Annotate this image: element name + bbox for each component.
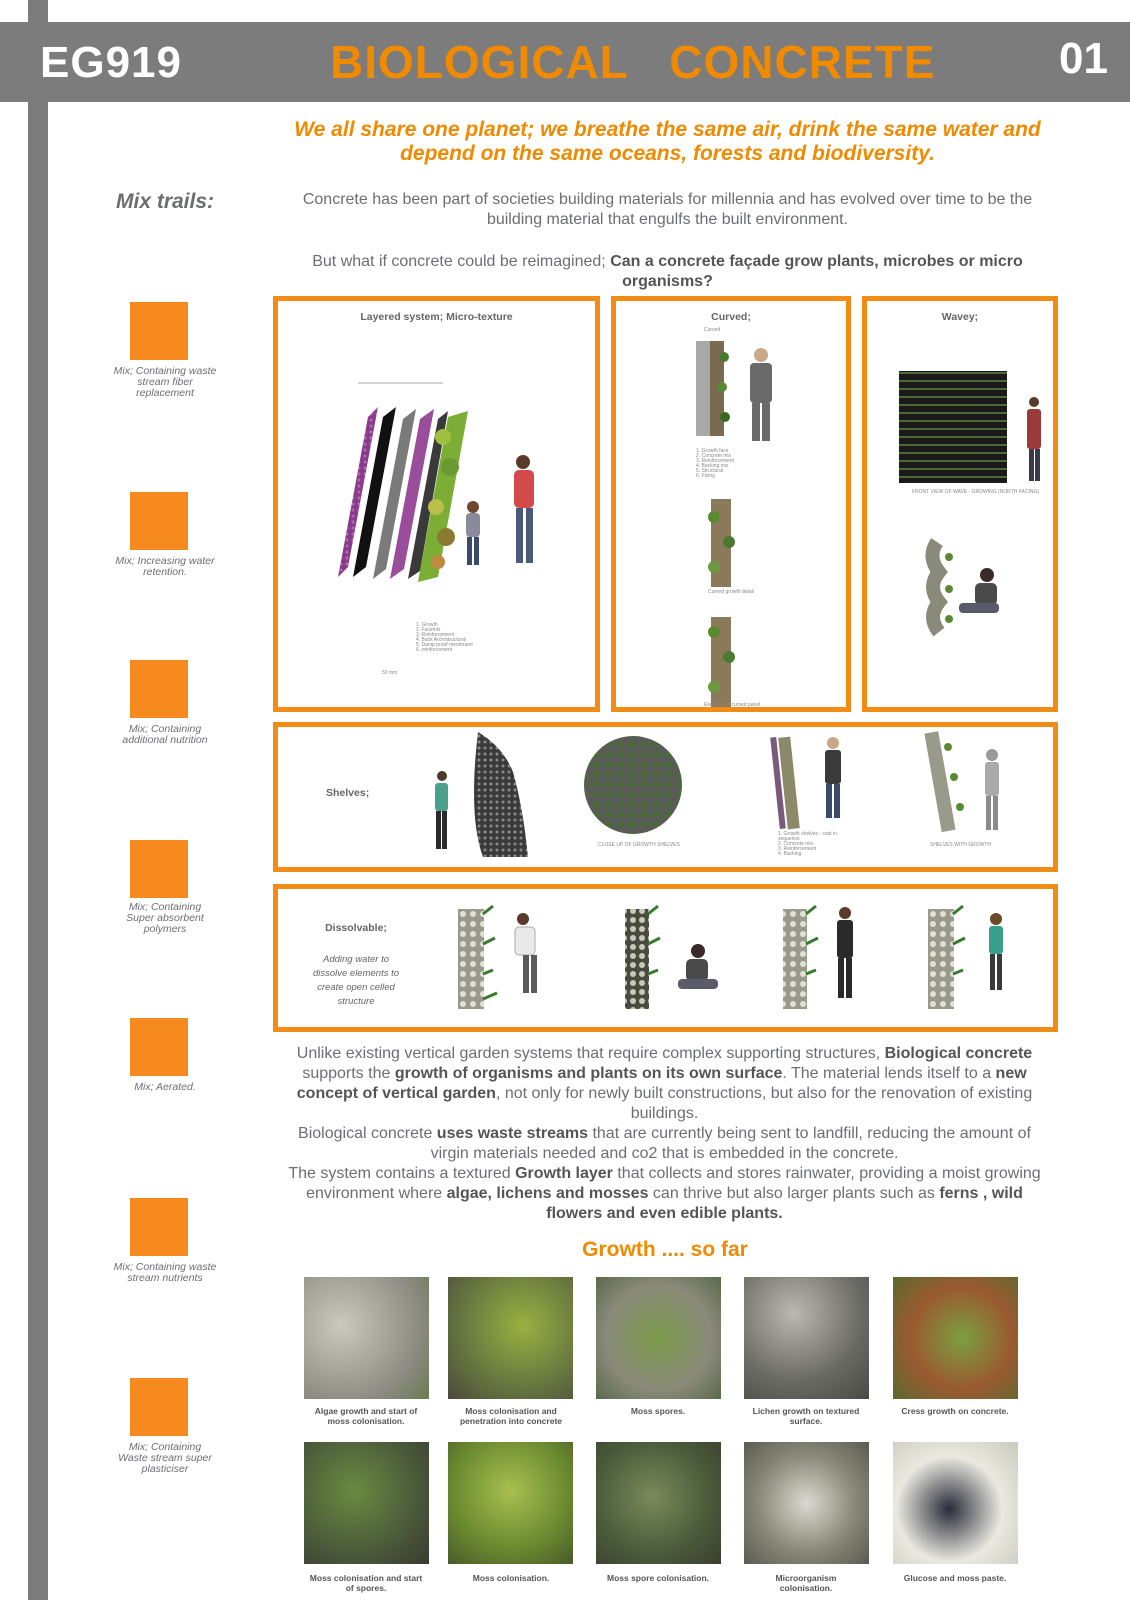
panel-layered-system: [273, 296, 600, 712]
mix-label: Mix; Containing Waste stream super plasticiser: [118, 1441, 212, 1475]
mix-label: Mix; Containing waste stream fiber replacement: [113, 365, 217, 399]
curved-notes: 1. Growth face 2. Concrete mix 3. Reinforcement 4. Backing mix 5. Structural 6. Fixing: [696, 448, 735, 479]
shelves-caption-2: SHELVES WITH GROWTH: [930, 842, 992, 848]
mix-swatch: [130, 660, 188, 718]
panel-curved: [611, 296, 851, 712]
mix-swatch: [130, 492, 188, 550]
project-code: EG919: [40, 38, 182, 87]
intro-question: [280, 252, 1055, 292]
growth-photo: [448, 1277, 573, 1399]
growth-caption: Glucose and moss paste.: [903, 1573, 1007, 1583]
growth-caption: Algae growth and start of moss colonisation.: [314, 1406, 418, 1426]
curved-caption: Curved growth detail: [708, 589, 754, 595]
growth-photo: [304, 1442, 429, 1564]
growth-photo: [893, 1442, 1018, 1564]
slogan-line-2: depend on the same oceans, forests and biodiversity.: [400, 142, 935, 165]
panel-shelves: [273, 722, 1058, 872]
body-paragraph: Unlike existing vertical garden systems that require complex supporting structures, Biological concrete supports the growth of organisms and plants on its own surface. The material lends itself to a new concept of vertical garden, not only for newly built constructions, but also for the renovation of existing buildings. Biological concrete uses waste streams that are currently being sent to landfill, reducing the amount of virgin materials needed and co2 that is embedded in the concrete. The system contains a textured Growth layer that collects and stores rainwater, providing a moist growing environment where algae, lichens and mosses can thrive but also larger plants such as ferns , wild flowers and even edible plants.: [288, 1045, 1041, 1222]
mix-label: Mix; Containing additional nutrition: [122, 723, 208, 746]
growth-photo: [596, 1442, 721, 1564]
growth-caption: Moss spore colonisation.: [606, 1573, 710, 1583]
wavey-caption: FRONT VIEW OF WAVE - GROWING (NORTH FACING): [912, 489, 1040, 495]
page-number: 01: [1059, 34, 1108, 83]
mix-label: Mix; Containing waste stream nutrients: [113, 1261, 217, 1284]
growth-caption: Cress growth on concrete.: [901, 1406, 1009, 1416]
mix-swatch: [130, 1198, 188, 1256]
intro-question-bold: Can a concrete façade grow plants, microbes or micro: [610, 253, 1023, 270]
growth-caption: Lichen growth on textured surface.: [752, 1406, 860, 1426]
panel-title: Curved;: [711, 311, 751, 323]
panel-title: Layered system; Micro-texture: [360, 311, 513, 323]
intro-line-2: building material that engulfs the built environment.: [486, 211, 849, 228]
mix-label: Mix; Containing Super absorbent polymers: [126, 901, 204, 935]
mix-swatch: [130, 302, 188, 360]
growth-caption: Moss spores.: [630, 1406, 686, 1416]
growth-caption: Moss colonisation and penetration into concrete: [459, 1406, 562, 1426]
intro-line-1: Concrete has been part of societies building materials for millennia and has evolved over time to be the: [302, 191, 1033, 208]
panel-dissolvable: [273, 884, 1058, 1032]
slogan-line-1: We all share one planet; we breathe the same air, drink the same water and: [294, 118, 1041, 141]
shelves-notes: 1. Growth shelves - cast in sequence 2. Concrete mix 3. Reinforcement 4. Backing: [778, 831, 837, 857]
intro-question-bold-2: organisms?: [622, 273, 713, 290]
growth-photo: [744, 1442, 869, 1564]
growth-photo: [596, 1277, 721, 1399]
curved-panel-illustration: [616, 327, 846, 717]
panel-title: Dissolvable;: [325, 922, 387, 934]
wavey-panel-illustration: [867, 327, 1053, 717]
growth-photo: [893, 1277, 1018, 1399]
intro-question-plain: But what if concrete could be reimagined;: [312, 253, 611, 270]
mix-swatch: [130, 840, 188, 898]
dimension-label: 50 mm: [382, 670, 398, 676]
mix-label: Mix; Increasing water retention.: [115, 555, 215, 578]
growth-caption: Moss colonisation and start of spores.: [309, 1573, 423, 1593]
growth-photo: [304, 1277, 429, 1399]
mix-label: Mix; Aerated.: [134, 1081, 196, 1093]
mix-swatch: [130, 1378, 188, 1436]
panel-wavey: [862, 296, 1058, 712]
page-title: BIOLOGICAL CONCRETE: [330, 36, 936, 88]
mix-swatch: [130, 1018, 188, 1076]
growth-caption: Moss colonisation.: [472, 1573, 550, 1583]
intro-paragraph: [280, 190, 1055, 230]
growth-photo: [448, 1442, 573, 1564]
growth-caption: Microorganism colonisation.: [775, 1573, 837, 1593]
slogan: [285, 118, 1050, 166]
curved-caption-low: Elevation of curved panel: [704, 702, 761, 708]
layer-legend: 1. Growth 2. Facemix 3. Reinforcement 4. Back Arch/structural 5. Damp proof membrane 6. reinforcement: [416, 622, 473, 653]
growth-photo: [744, 1277, 869, 1399]
dissolvable-illustration: [278, 889, 1053, 1027]
growth-heading: Growth .... so far: [582, 1238, 748, 1261]
panel-title: Shelves;: [326, 787, 370, 799]
mix-trails-heading: Mix trails:: [116, 190, 215, 213]
panel-title: Wavey;: [941, 311, 979, 323]
panel-subtitle: Curved: [704, 327, 721, 333]
left-vertical-bar: [28, 0, 48, 1600]
dissolvable-description: Adding water to dissolve elements to create open celled structure: [312, 954, 400, 1007]
shelves-caption: CLOSE UP OF GROWTH SHELVES: [598, 842, 680, 848]
